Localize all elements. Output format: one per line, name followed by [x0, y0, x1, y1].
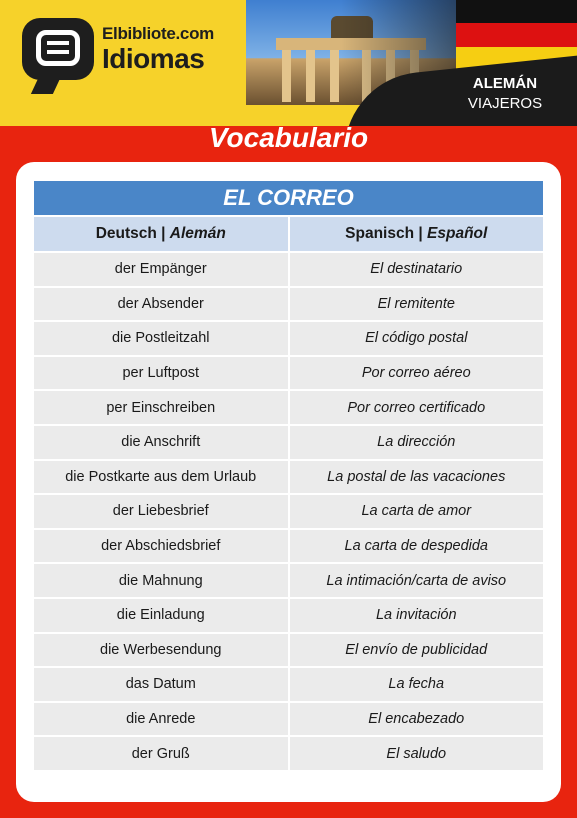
german-term: der Absender [33, 287, 289, 322]
table-row [33, 494, 544, 529]
german-term: das Datum [33, 667, 289, 702]
spanish-term: La intimación/carta de aviso [289, 563, 545, 598]
flag-stripe [456, 23, 577, 46]
gate-column [306, 50, 315, 102]
german-term: per Luftpost [33, 356, 289, 391]
brand-product: Idiomas [102, 43, 205, 74]
brand-site: Elbibliote.com [102, 24, 214, 43]
table-row [33, 252, 544, 287]
table-row [33, 321, 544, 356]
table-row [33, 425, 544, 460]
spanish-term: Por correo certificado [289, 390, 545, 425]
page-title: Vocabulario [208, 122, 369, 153]
column-header-sub: Alemán [169, 225, 226, 242]
table-row [33, 667, 544, 702]
german-term: die Postkarte aus dem Urlaub [33, 460, 289, 495]
badge-audience: VIAJEROS [467, 95, 543, 112]
spanish-term: La carta de amor [289, 494, 545, 529]
german-term: der Empänger [33, 252, 289, 287]
spanish-term: La fecha [289, 667, 545, 702]
logo-icon [22, 18, 94, 80]
book-icon [36, 30, 80, 66]
column-header-sub: Español [427, 225, 488, 242]
spanish-term: La postal de las vacaciones [289, 460, 545, 495]
spanish-term: El encabezado [289, 702, 545, 737]
table-row [33, 598, 544, 633]
table-row [33, 460, 544, 495]
gate-column [330, 50, 339, 102]
brand-name [102, 24, 214, 74]
german-term: die Anschrift [33, 425, 289, 460]
table-title: EL CORREO [33, 180, 544, 216]
column-header-sep: | [156, 225, 170, 242]
vocabulary-table [32, 179, 545, 772]
german-term: der Liebesbrief [33, 494, 289, 529]
table-row [33, 287, 544, 322]
table-row [33, 736, 544, 771]
column-header-sep: | [414, 225, 428, 242]
german-term: die Mahnung [33, 563, 289, 598]
column-header-german [33, 216, 289, 252]
german-term: der Abschiedsbrief [33, 529, 289, 564]
german-term: die Einladung [33, 598, 289, 633]
spanish-term: El destinatario [289, 252, 545, 287]
header [0, 0, 577, 126]
spanish-term: El código postal [289, 321, 545, 356]
badge-language: ALEMÁN [472, 75, 538, 92]
table-row [33, 563, 544, 598]
level-badge [455, 74, 555, 114]
german-term: der Gruß [33, 736, 289, 771]
gate-column [282, 50, 291, 102]
table-row [33, 702, 544, 737]
german-term: die Anrede [33, 702, 289, 737]
spanish-term: El envío de publicidad [289, 633, 545, 668]
spanish-term: La invitación [289, 598, 545, 633]
table-row [33, 390, 544, 425]
column-header-main: Deutsch [95, 225, 157, 242]
spanish-term: El saludo [289, 736, 545, 771]
column-header-spanish [289, 216, 545, 252]
spanish-term: La dirección [289, 425, 545, 460]
german-term: per Einschreiben [33, 390, 289, 425]
table-row [33, 356, 544, 391]
spanish-term: El remitente [289, 287, 545, 322]
column-header-main: Spanisch [345, 225, 415, 242]
table-row [33, 529, 544, 564]
spanish-term: Por correo aéreo [289, 356, 545, 391]
spanish-term: La carta de despedida [289, 529, 545, 564]
german-term: die Postleitzahl [33, 321, 289, 356]
table-row [33, 633, 544, 668]
flag-stripe [456, 0, 577, 23]
german-term: die Werbesendung [33, 633, 289, 668]
